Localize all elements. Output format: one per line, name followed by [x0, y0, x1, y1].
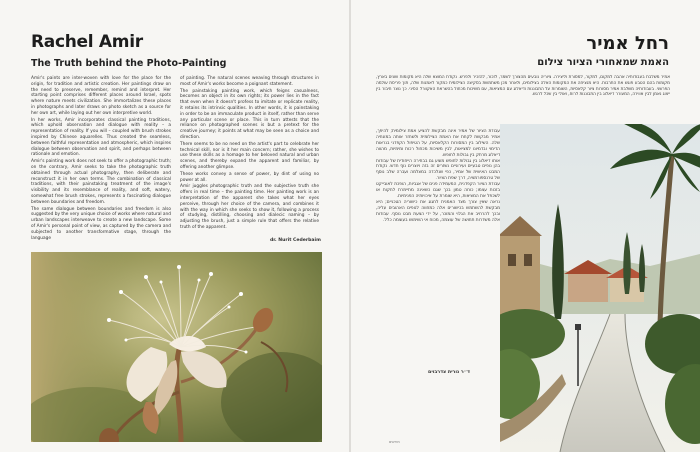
paragraph: In her works, Amir incorporates classical painting traditions, which uphold observation and dialogue with reality – a representation of reality. If you will – coupled with brush strokes inspired by Chinese aquarelles. Thus created the seamless, between faithful representation and atmospheric, which inspires dialogue between observation and spirit, and perhaps between rationale and emotion.: [31, 117, 171, 158]
page-title-english: Rachel Amir: [31, 32, 143, 52]
hebrew-intro-text: אמיר משלבת בעבודותיה אהבה למקום, למקור, למסורת וליצירה. ציוריה נובעים מהצורך לשמר, לזכור, להזכיר ולפרש. נקודת המוצא שלה היא מקומות שונים בארץ, מקומות בהם הטבע פוגש את התרבות. היא מנציחה את המקומות האלה בצילומים, ולאחר מכן משתמשת בסקיצה הצילומית כמקור לאמנות שלה, תוך פריסת עולמה הפרשני. בעבודותיה משלבת אמיר מסורות ציור קלאסיות, השומרות על התבוננות ודיאלוג עם המציאות, עם משיכות מכחול בהשראת האקוורל הסיני. כך נוצר חיבור בין ייצוג נאמן לבין אווירה, המעורר דיאלוג בין התבוננות לרוח, ואולי בין שכל לרגש.: [376, 74, 670, 97]
paragraph: Amir juggles photographic truth and the subjective truth she offers in real time – the painting time. Her painting work is an interpretation of the apparent she takes what her eyes perceive, through her choice of the camera, and combines it with the way in which she seeks to show it, following a process of studying, distilling, choosing and dialecic naming – by adjusting the brush, just a simple rule that offers the relative truth of the apparent.: [180, 184, 319, 230]
street-landscape-painting: [500, 124, 700, 452]
paragraph: The same dialogue between boundaries and freedom is also suggested by the very unique choice of works where natural and urban landscapes interweave to create a new landscape. Some of Amir's personal point of view, as captured by the camera and subjected to another transformative stage, through the language: [31, 206, 171, 241]
hebrew-column: [376, 129, 500, 224]
flower-painting-artwork: [31, 252, 322, 442]
page-title-hebrew: רחל אמיר: [586, 33, 669, 54]
page-subtitle-english: The Truth behind the Photo-Painting: [31, 58, 227, 69]
paragraph: עבודת הציור של אמיר אינה מבקשת להציע אמת צילומית; להיפך, אמיר מבקשת לקחת את האמת הצילומית ולשחזר אותה במונחיה שלה. השילוב בין המסורות הקלאסיות, על הטיפול הקפדני בנראות הדימוי ובדמיונו למציאות, לבין משיכות מכחול רכות ומימיות, מהווה דיאלוג מרתק בין גבולות לחופש.: [376, 129, 500, 158]
english-column-1: [31, 76, 171, 242]
paragraph: The painstaking painting work, which feigns casualness, becomes an object in its own rights; its power lies in the fact that even when it doesn't profess to imitate or replicate reality, it retains its intrinsic qualities. In other words, it is painstaking in order to be an immaculate product in itself, rather than serve any particular scene or place. This in turn attests that the reliance on photographed scenes is but a pretext for the creative journey; it points at what may be seen as a choice and direction.: [180, 88, 319, 140]
paragraph: עבודת הציור הקפדנית, המעמידה פנים של אגביות, הופכת לאובייקט בזכות עצמו; כוחה טמון בכך שגם כשאינה מתיימרת לחקות או לשכפל את המציאות, היא שומרת על איכויותיה הפנימיות.: [376, 182, 500, 199]
author-signature-english: dr. Nurit Cederbaim: [270, 238, 321, 243]
paragraph: These works convey a sense of power, by dint of using no power at all.: [180, 171, 319, 183]
page-gutter: [349, 0, 351, 452]
author-signature-hebrew: ד״ר נורית צדרבוים: [427, 370, 470, 375]
paragraph: Amir's painting work does not seek to offer a photographic truth; on the contrary, Amir seeks to take the photographic truth obtained through actual photography, then deliberate and reconstruct it in her own terms. The combination of classical traditions, with their painstaking treatment of the image's visibility and its resemblance of reality, and soft, watery, somewhat free brush strokes, represents a fascinating dialogue between boundaries and freedom.: [31, 159, 171, 205]
street-painting-artwork: [500, 124, 700, 452]
paragraph: There seems to be no need on the artist's part to celebrate her technical skill, nor is it her main concern; rather, she wishes to use these skills as a homage to her beloved natural and urban scenes, and thereby expand the apparent and familiar, by offering another glimpse.: [180, 141, 319, 170]
flower-painting: [31, 252, 322, 442]
page-number: חודשים: [389, 440, 400, 444]
paragraph: אותו דיאלוג בין גבולות לחופש מוצע גם בבחירה הייחודית של עבודות בהן נופים טבעיים ועירוניים נשזרים זה בזה ויוצרים נוף חדש. נקודת המבט האישית של אמיר, כפי שנלכדה במצלמה ועברה שלב נוסף של טרנספורמציה, דרך שפת הציור.: [376, 158, 500, 182]
paragraph: Amir's paints are inter-woven with love for the place for the origin, for tradition and artistic creation. Her paintings draw on the need to preserve, remember, remind and interpret. Her starting point comprises different places around Israel, spots where nature meets civilization. She immortalizes these places in photographs and later draws on photo sketch as a source for her own art, while laying out her own interpretive world.: [31, 76, 171, 116]
page-subtitle-hebrew: האמת שמאחורי הציור צילום: [537, 57, 669, 68]
paragraph: of painting. The natural scenes weaving through structures in most of Amir's works become a poignant statement.: [180, 76, 319, 87]
paragraph: נראה שאין צורך מצד האמנית לחגוג את כישוריה הטכניים; היא מבקשת להשתמש בכישורים אלה כמחווה לנופים האהובים עליה, ובכך להרחיב את הגלוי והמוכר, על ידי הצעת מבט נוסף. עבודות אלה משדרות תחושה של עוצמה, מכוח אי השימוש בעוצמה כלל.: [376, 199, 500, 223]
english-column-2: [180, 76, 319, 232]
